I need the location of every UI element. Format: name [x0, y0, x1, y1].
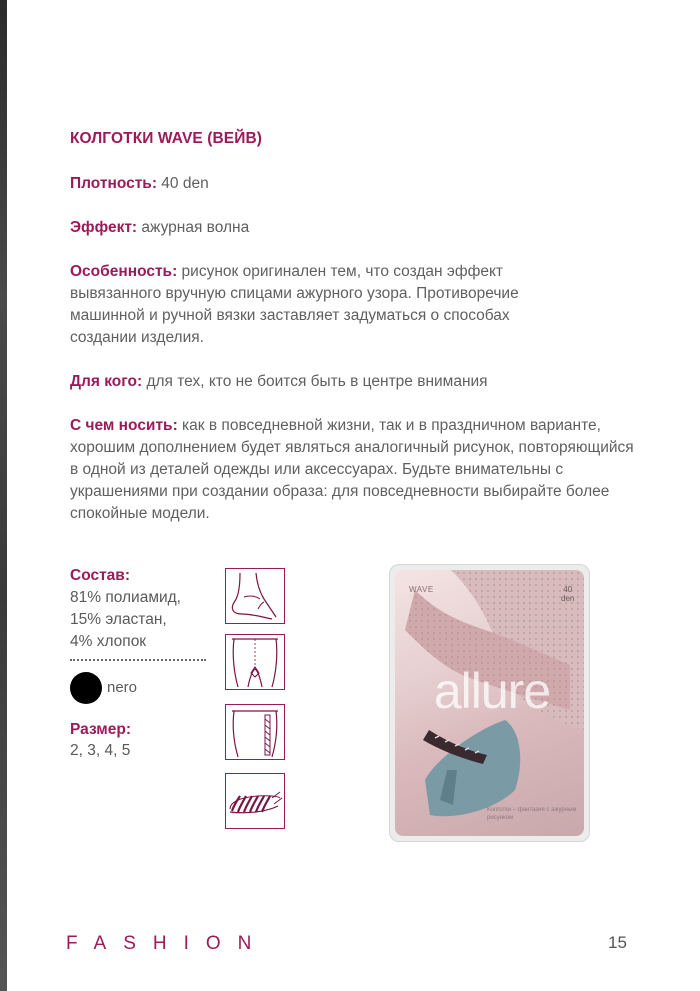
seam-panty-icon: [225, 704, 285, 760]
page-spine: [0, 0, 7, 991]
page-number: 15: [608, 933, 627, 952]
package-density: [561, 585, 574, 603]
reinforced-toe-icon: [225, 568, 285, 624]
waistband-icon: [225, 773, 285, 829]
detail-label: Плотность:: [70, 175, 157, 192]
package-photo: [395, 570, 584, 836]
detail-text: ажурная волна: [137, 219, 250, 236]
composition-line: 81% полиамид,: [70, 589, 181, 606]
package-den-unit: den: [561, 594, 575, 603]
detail-text: как в повседневной жизни, так и в праздничном варианте, хорошим дополнением будет являться аналогичный рисунок, повторяющийся в одной из деталей одежды или аксессуарах. Будьте внимательны с украшениями при создании образа: для повседневности выбирайте более спокойные модели.: [70, 417, 634, 522]
footer-brand: FASHION: [66, 933, 269, 954]
detail-effect: [70, 217, 650, 239]
detail-label: Особенность:: [70, 263, 178, 280]
gusset-icon: [225, 634, 285, 690]
detail-label: С чем носить:: [70, 417, 178, 434]
color-swatch: [70, 672, 102, 704]
package-den-value: 40: [563, 585, 573, 594]
package-brand-logo: allure: [433, 663, 551, 719]
detail-styling: [70, 415, 638, 525]
detail-text: для тех, кто не боится быть в центре внимания: [142, 373, 488, 390]
detail-feature: [70, 261, 565, 349]
composition-line: 4% хлопок: [70, 633, 147, 650]
product-title: КОЛГОТКИ WAVE (ВЕЙВ): [70, 130, 263, 147]
composition-title: Состав:: [70, 567, 130, 584]
divider: [70, 659, 206, 661]
detail-density: [70, 173, 650, 195]
product-package: [389, 564, 590, 842]
size-values: 2, 3, 4, 5: [70, 742, 131, 759]
detail-text: 40 den: [156, 175, 209, 192]
color-name: nero: [107, 679, 138, 696]
package-product-name: WAVE: [409, 585, 434, 594]
detail-audience: [70, 371, 650, 393]
detail-text: рисунок оригинален тем, что создан эффект вывязанного вручную спицами ажурного узора. Противоречие машинной и ручной вязки заставляет задуматься о способах создании изделия.: [70, 263, 519, 346]
detail-label: Для кого:: [70, 373, 143, 390]
size-title: Размер:: [70, 721, 131, 738]
composition-line: 15% эластан,: [70, 611, 167, 628]
detail-label: Эффект:: [70, 219, 138, 236]
package-description: Колготки – фантазия с ажурным рисунком: [487, 807, 577, 821]
